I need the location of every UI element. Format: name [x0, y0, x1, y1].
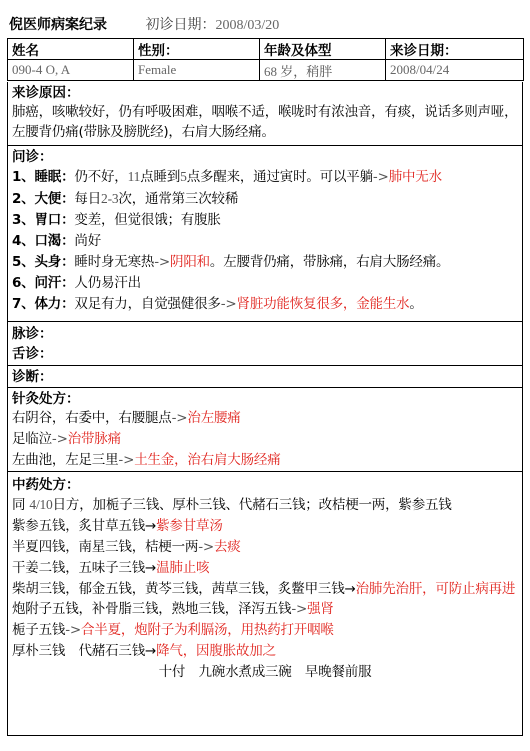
arrow: ->: [118, 452, 135, 468]
inquiry-item-body: 5、头身：睡时身无寒热->阴阳和。左腰背仍痛，带脉痛，右肩大肠经痛。: [12, 254, 450, 270]
herbal-line: 柴胡三钱，郁金五钱，黄芩三钱，茜草三钱，炙鳖甲三钱→治肺先治肝，可防止病再进: [12, 581, 516, 597]
acupuncture-section: [7, 388, 523, 472]
arrow: ->: [198, 539, 214, 555]
age-description: 岁，稍胖: [280, 64, 333, 80]
arrow: →: [145, 643, 157, 659]
reason-text: 肺癌，咳嗽较好，仍有呼吸困难，咽喉不适，喉咙时有浓浊音，有痰，说话多则声哑，左腰背仍痛(带脉及膀胱经)，右肩大肠经痛。: [12, 104, 518, 140]
herbal-title: 中药处方：: [12, 477, 80, 493]
record-title: 倪医师病案纪录: [9, 17, 107, 33]
herbal-line: 干姜二钱，五味子三钱→温肺止咳: [12, 560, 210, 576]
pulse-title: 脉诊：: [12, 326, 53, 342]
arrow: ->: [51, 431, 68, 447]
herbal-line: 厚朴三钱 代赭石三钱→降气，因腹胀故加之: [12, 643, 276, 659]
patient-age: [260, 60, 386, 81]
gender-header: 性别：: [134, 39, 260, 60]
arrow: ->: [65, 622, 81, 638]
name-header: 姓名: [8, 39, 134, 60]
patient-info-table: [7, 38, 524, 81]
arrow: ->: [291, 601, 308, 617]
arrow: ->: [372, 169, 389, 185]
inquiry-item-strength: 7、体力：双足有力，自觉强健很多->肾脏功能恢复很多，金能生水。: [12, 296, 423, 312]
inquiry-item-stool: 2、大便：每日2-3次，通常第三次较稀: [12, 191, 239, 207]
herbal-line: 栀子五钱->合半夏，炮附子为利膈汤，用热药打开咽喉: [12, 622, 334, 638]
arrow: →: [145, 518, 157, 534]
first-visit-label: 初诊日期：: [145, 17, 216, 33]
herbal-line: 紫参五钱，炙甘草五钱→紫参甘草汤: [12, 518, 223, 534]
herbal-dosage-instructions: 十付 九碗水煮成三碗 早晚餐前服: [158, 664, 372, 680]
info-header-row: [8, 39, 524, 60]
diagnosis-section: [7, 366, 523, 388]
patient-gender: Female: [134, 60, 260, 81]
arrow: ->: [154, 254, 171, 270]
acupuncture-title: 针灸处方：: [12, 391, 80, 407]
reason-section: [7, 82, 523, 146]
reason-title: 来诊原因：: [12, 85, 80, 101]
acupuncture-line: 右阴谷，右委中，右腰腿点->治左腰痛: [12, 410, 241, 426]
arrow: ->: [171, 410, 188, 426]
diagnosis-title: 诊断：: [12, 369, 53, 385]
visit-date: 2008/04/24: [386, 60, 524, 81]
age-number: 68: [264, 63, 277, 79]
inquiry-item-appetite: 3、胃口：变差，但觉很饿；有腹胀: [12, 212, 221, 228]
info-value-row: [8, 60, 524, 81]
tongue-title: 舌诊：: [12, 346, 53, 362]
inquiry-item-sleep: 1、睡眠：仍不好，11点睡到5点多醒来，通过寅时。可以平躺->肺中无水: [12, 169, 442, 185]
arrow: →: [344, 581, 356, 597]
acupuncture-line: 足临泣->治带脉痛: [12, 431, 121, 447]
visit-date-header: 来诊日期：: [386, 39, 524, 60]
record-header: [9, 14, 279, 36]
arrow: →: [145, 560, 157, 576]
first-visit-date: 2008/03/20: [215, 18, 280, 33]
inquiry-section: [7, 146, 523, 322]
herbal-line: 同 4/10日方，加栀子三钱、厚朴三钱、代赭石三钱；改桔梗一两，紫参五钱: [12, 497, 452, 513]
pulse-section: [7, 322, 523, 366]
arrow: ->: [220, 296, 237, 312]
herbal-line: 炮附子五钱，补骨脂三钱，熟地三钱，泽泻五钱->强肾: [12, 601, 334, 617]
inquiry-item-thirst: 4、口渴：尚好: [12, 233, 102, 249]
inquiry-title: 问诊：: [12, 149, 53, 165]
herbal-section: [7, 472, 523, 736]
patient-name: 090-4 O, A: [8, 60, 134, 81]
acupuncture-line: 左曲池，左足三里->土生金，治右肩大肠经痛: [12, 452, 281, 468]
inquiry-item-sweat: 6、问汗：人仍易汗出: [12, 275, 141, 291]
age-header: 年龄及体型: [260, 39, 386, 60]
herbal-line: 半夏四钱，南星三钱，桔梗一两->去痰: [12, 539, 241, 555]
